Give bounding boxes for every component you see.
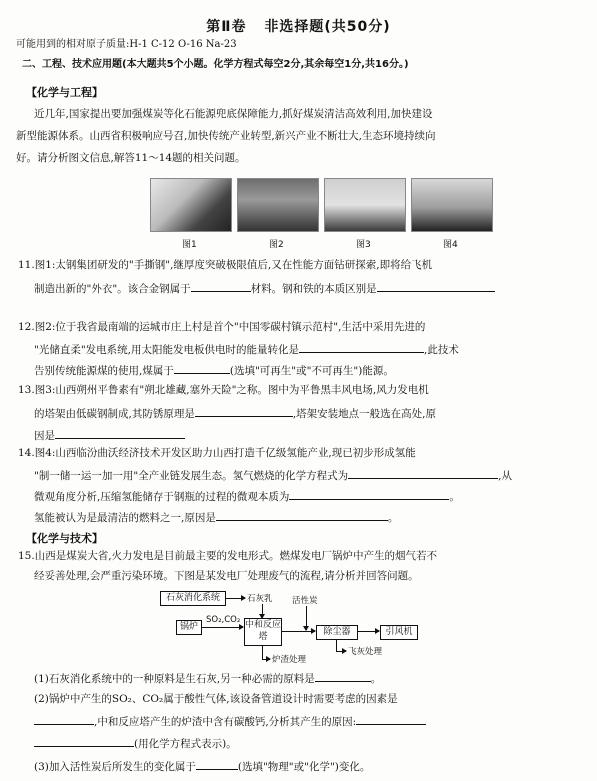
q12-text-a: "光储直柔"发电系统,用太阳能发电板供电时的能量转化是 (34, 344, 299, 356)
q14-blank-2[interactable] (289, 488, 449, 500)
q15-part3-end: (选填"物理"或"化学")变化。 (237, 761, 371, 773)
q15-part-2b (34, 713, 426, 729)
figure-3-image (324, 178, 406, 232)
q12-text-b: ,此技术 (424, 344, 459, 356)
q11-blank-2[interactable] (377, 280, 495, 292)
tag-technology: 【化学与技术】 (26, 532, 103, 545)
arrow-dust-to-fan (357, 631, 379, 632)
q11-text-b: 材料。钢和铁的本质区别是 (250, 283, 377, 295)
neutral-tower-box: 中和反应塔 (244, 618, 282, 646)
arrow-boiler-to-tower (201, 627, 243, 628)
q14-line-2 (34, 467, 512, 483)
q12-line-3 (34, 362, 394, 378)
gases-label: SO₂,CO₂ (206, 615, 241, 625)
arrow-tower-to-dust (281, 631, 315, 632)
boiler-box: 锅炉 (176, 620, 202, 635)
arrow-to-slag (262, 659, 270, 660)
figure-1-caption: 图1 (182, 240, 197, 250)
q13-text-c: 因是 (34, 430, 55, 442)
intro-line-3: 好。请分析图文信息,解答11～14题的相关问题。 (16, 152, 246, 164)
q15-blank-1[interactable] (315, 670, 371, 682)
q15-part1-end: 。 (370, 673, 382, 685)
figure-2-image (237, 178, 319, 232)
q14-text-b: ,从 (498, 470, 513, 482)
q15-line-1: 15.山西是煤炭大省,火力发电是目前最主要的发电形式。燃煤发电厂锅炉中产生的烟气若不 (18, 550, 438, 562)
q13-blank-2[interactable] (55, 427, 185, 439)
slag-line (262, 645, 263, 659)
q14-line-1: 14.图4:山西临汾曲沃经济技术开发区助力山西打造千亿级氢能产业,现已初步形成氢能 (18, 447, 416, 459)
slag-label: 炉渣处理 (272, 655, 307, 665)
lime-system-box: 石灰消化系统 (160, 591, 226, 606)
intro-line-2: 新型能源体系。山西省积极响应号召,加快传统产业转型,新兴产业不断壮大,生态环境持续向 (16, 130, 436, 142)
arrow-lime-milk-down (262, 604, 263, 618)
q12-line-2 (34, 341, 459, 357)
q13-line-3 (34, 427, 185, 443)
page-title (0, 16, 597, 36)
q15-blank-4[interactable] (34, 735, 134, 747)
arrow-to-lime-milk (225, 598, 245, 599)
q12-line-1: 12.图2:位于我省最南端的运城市庄上村是首个"中国零碳村镇示范村",生活中采用先进的 (18, 321, 426, 333)
q14-blank-3[interactable] (216, 509, 388, 521)
part-title: 非选择题(共50分) (264, 19, 391, 35)
q13-text-b: ,塔架安装地点一般选在高处,原 (292, 408, 437, 420)
arrow-to-ash (336, 651, 346, 652)
q14-line-4 (34, 509, 398, 525)
figure-1-image (150, 178, 232, 232)
q11-blank-1[interactable] (191, 280, 251, 292)
ash-line (336, 639, 337, 651)
figure-4-image (411, 178, 493, 232)
q13-text-a: 的塔架由低碳钢制成,其防锈原理是 (34, 408, 195, 420)
q11-line-2 (34, 280, 495, 296)
q12-blank-2[interactable] (174, 362, 230, 374)
fan-box: 引风机 (380, 625, 418, 640)
figure-3-caption: 图3 (356, 240, 371, 250)
q15-part2-end: (用化学方程式表示)。 (134, 738, 237, 750)
tag-engineering: 【化学与工程】 (26, 86, 103, 99)
q15-part3-text: (3)加入活性炭后所发生的变化属于 (34, 761, 196, 773)
q15-part-1 (34, 670, 381, 686)
q15-blank-5[interactable] (196, 758, 238, 770)
q13-line-1: 13.图3:山西朔州平鲁素有"朔北雄藏,塞外天险"之称。图中为平鲁黑丰风电场,风力发电机 (18, 384, 429, 396)
q15-blank-3[interactable] (356, 713, 426, 725)
activated-carbon-label: 活性炭 (292, 596, 318, 606)
atomic-masses: 可能用到的相对原子质量:H-1 C-12 O-16 Na-23 (16, 39, 237, 50)
part-label: 第Ⅱ卷 (206, 19, 247, 35)
q14-blank-1[interactable] (348, 467, 498, 479)
q14-line-3 (34, 488, 460, 504)
q13-line-2 (34, 405, 436, 421)
q12-text-d: (选填"可再生"或"不可再生")能源。 (229, 365, 394, 377)
q15-part-2a: (2)锅炉中产生的SO₂、CO₂属于酸性气体,该设备管道设计时需要考虑的因素是 (34, 693, 398, 705)
dust-remover-box: 除尘器 (316, 625, 358, 640)
section-two-heading: 二、工程、技术应用题(本大题共5个小题。化学方程式每空2分,其余每空1分,共16分。) (22, 59, 409, 70)
q15-line-2: 经妥善处理,会严重污染环境。下图是某发电厂处理废气的流程,请分析并回答问题。 (34, 570, 419, 582)
q14-text-d: 。 (449, 491, 460, 503)
q12-blank-1[interactable] (299, 341, 424, 353)
q15-blank-2[interactable] (34, 713, 94, 725)
q14-text-a: "制一储一运一加一用"全产业链发展生态。氢气燃烧的化学方程式为 (34, 470, 349, 482)
q14-text-c: 微观角度分析,压缩氢能储存于钢瓶的过程的微观本质为 (34, 491, 290, 503)
q12-text-c: 告别传统能源煤的使用,煤属于 (34, 365, 174, 377)
lime-milk-label: 石灰乳 (247, 594, 273, 604)
q15-part-3 (34, 758, 370, 774)
q15-part1-text: (1)石灰消化系统中的一种原料是生石灰,另一种必需的原料是 (34, 673, 315, 685)
intro-line-1: 近几年,国家提出要加强煤炭等化石能源兜底保障能力,抓好煤炭清洁高效利用,加快建设 (34, 108, 433, 120)
q11-line-1: 11.图1:太钢集团研发的"手撕钢",继厚度突破极限值后,又在性能方面钻研探索,即将给飞机 (18, 259, 433, 271)
q15-part2-text: ,中和反应塔产生的炉渣中含有碳酸钙,分析其产生的原因: (94, 716, 357, 728)
q14-text-f: 。 (387, 512, 399, 524)
ash-label: 飞灰处理 (348, 647, 383, 657)
q11-text-a: 制造出新的"外衣"。该合金钢属于 (34, 283, 191, 295)
q14-text-e: 氢能被认为是最清洁的燃料之一,原因是 (34, 512, 216, 524)
q15-part-2c (34, 735, 237, 751)
q13-blank-1[interactable] (195, 405, 293, 417)
figure-4-caption: 图4 (443, 240, 458, 250)
arrow-carbon-down (306, 606, 307, 630)
figure-2-caption: 图2 (269, 240, 284, 250)
